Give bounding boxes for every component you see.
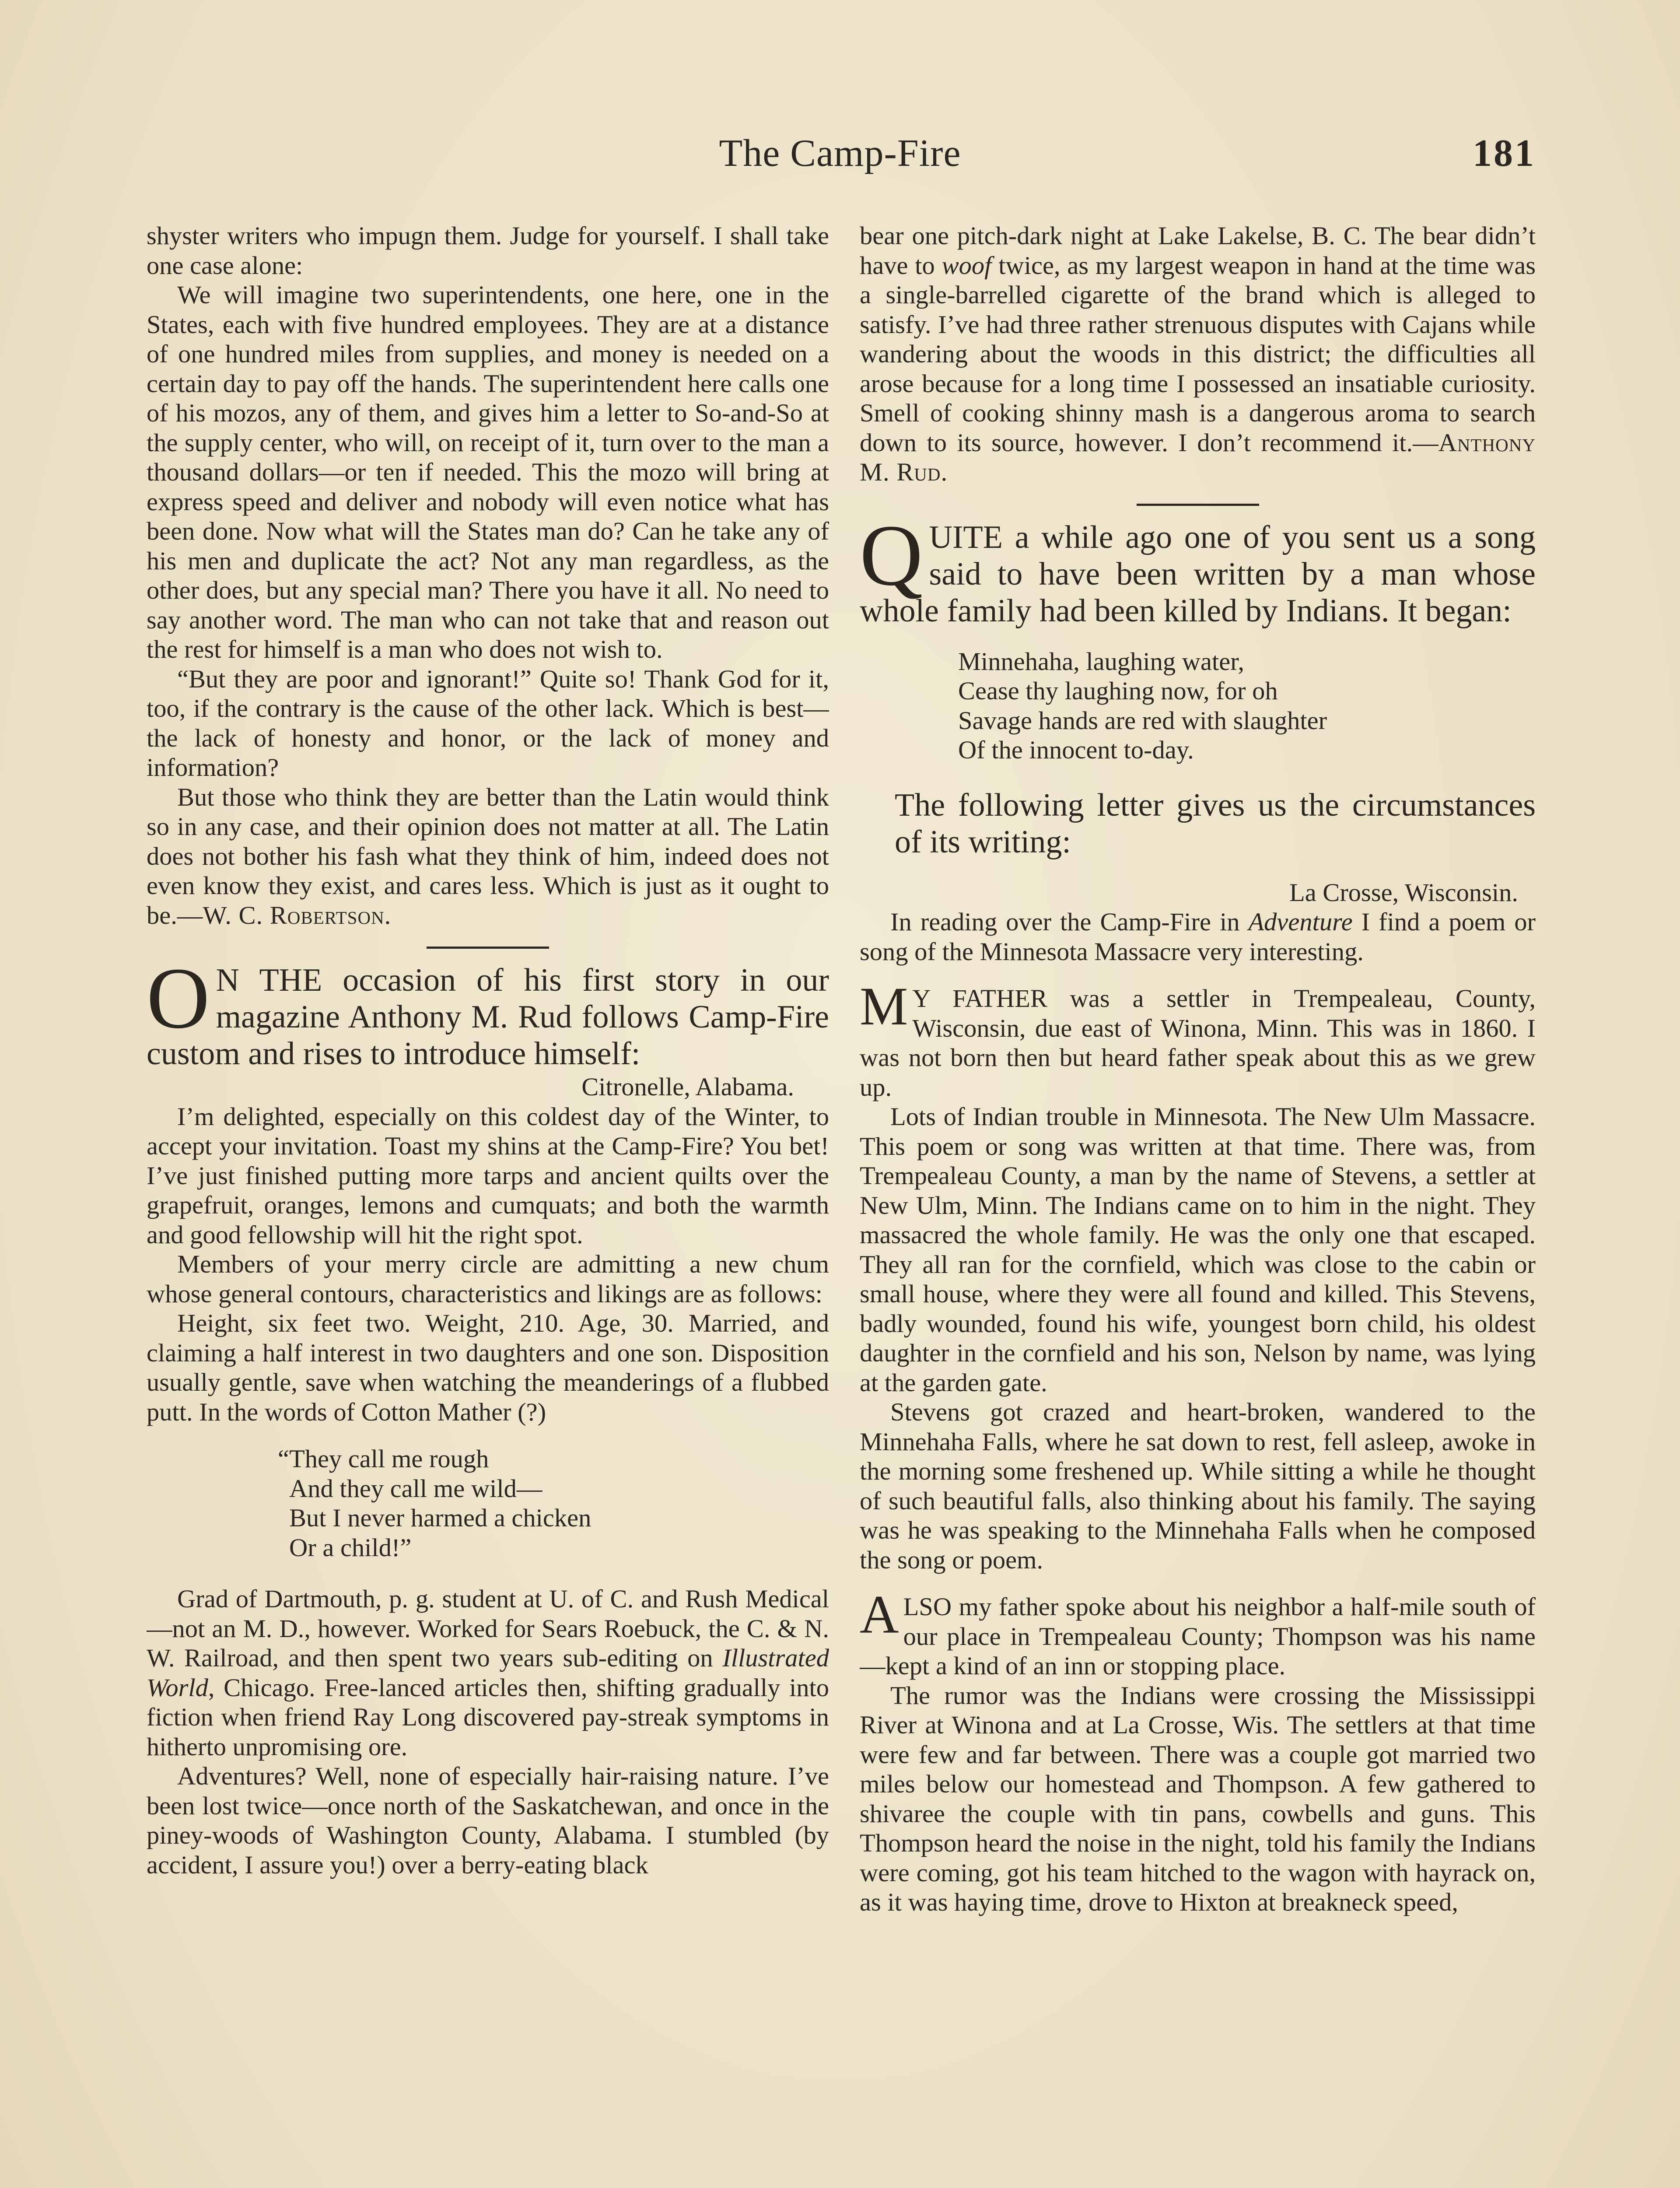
paragraph-text: Y FATHER was a settler in Trempealeau, County, Wisconsin, due east of Winona, Minn. This was in 1860. I was not born then but heard father speak about this as we grew up.	[860, 984, 1536, 1101]
section-divider	[427, 947, 549, 949]
paragraph-text: twice, as my largest weapon in hand at the time was a single-barrelled cigarette of the brand which is alleged to satisfy. I’ve had three rather strenuous disputes with Cajans while wandering about the woods in this district; the difficulties all arose because for a long time I possessed an insatiable curiosity. Smell of cooking shinny mash is a dangerous aroma to search down to its source, however. I don’t recommend it.—	[860, 251, 1536, 457]
paragraph	[860, 1585, 1536, 1681]
lead-paragraph: The following letter gives us the circumstances of its writing:	[895, 787, 1536, 860]
emphasis: woof	[942, 251, 992, 280]
paragraph: “But they are poor and ignorant!” Quite so! Thank God for it, too, if the contrary is the cause of the other lack. Which is best—the lack of honesty and honor, or the lack of money and information?	[147, 664, 829, 782]
letter-place: La Crosse, Wisconsin.	[1289, 878, 1518, 907]
paragraph: Lots of Indian trouble in Minnesota. The New Ulm Massacre. This poem or song was written at that time. There was, from Trempealeau County, a man by the name of Stevens, a settler at New Ulm, Minn. The Indians came on to him in the night. They massacred the whole family. He was the only one that escaped. They all ran for the cornfield, which was close to the cabin or small house, where they were all found and killed. This Stevens, badly wounded, found his wife, youngest born child, his oldest daughter in the cornfield and his son, Nelson by name, was lying at the garden gate.	[860, 1102, 1536, 1397]
drop-cap: O	[147, 950, 210, 1047]
signature: W. C. Robertson.	[203, 901, 392, 929]
signature: Anthony M. Rud.	[860, 428, 1536, 486]
paragraph: The rumor was the Indians were crossing the Mississippi River at Winona and at La Crosse, Wis. The settlers at that time were few and far between. There was a couple got married two miles below our homestead and Thompson. A few gathered to shivaree the couple with tin pans, cowbells and guns. This Thompson heard the noise in the night, told his family the Indians were coming, got his team hitched to the wagon with hayrack on, as it was haying time, drove to Hixton at breakneck speed,	[860, 1681, 1536, 1916]
running-header: The Camp-Fire	[719, 132, 961, 175]
poem-line: Cease thy laughing now, for oh	[958, 677, 1278, 705]
paragraph-text: , Chicago. Free-lanced articles then, shifting gradually into fiction when friend Ray Long discovered pay-streak symptoms in hitherto unpromising ore.	[147, 1673, 829, 1761]
section-intro	[860, 507, 1536, 629]
page-number: 181	[1473, 132, 1536, 175]
paragraph-text: bear one pitch-dark night at Lake Lakelse, B. C. The bear didn’t have to	[860, 221, 1536, 280]
paragraph: Adventures? Well, none of especially hair-raising nature. I’ve been lost twice—once north of the Saskatchewan, and once in the piney-woods of Washington County, Alabama. I stumbled (by accident, I assure you!) over a berry-eating black	[147, 1762, 829, 1879]
paragraph: Height, six feet two. Weight, 210. Age, 30. Married, and claiming a half interest in two daughters and one son. Disposition usually gentle, save when watching the meanderings of a flubbed putt. In the words of Cotton Mather (?)	[147, 1309, 829, 1426]
intro-text: UITE a while ago one of you sent us a song said to have been written by a man whose whole family had been killed by Indians. It began:	[860, 519, 1536, 629]
poem-line: Or a child!”	[289, 1533, 412, 1562]
paragraph-text: I find a poem or song of the Minnesota Massacre very interesting.	[860, 908, 1536, 966]
paragraph: We will imagine two superintendents, one here, one in the States, each with five hundred employees. They are at a distance of one hundred miles from supplies, and money is needed on a certain day to pay off the hands. The superintendent here calls one of his mozos, any of them, and gives him a letter to So-and-So at the supply center, who will, on receipt of it, turn over to the man a thousand dollars—or ten if needed. This the mozo will bring at express speed and deliver and nobody will even notice what has been done. Now what will the States man do? Can he take any of his men and duplicate the act? Not any man regardless, as the other does, but any special man? There you have it all. No need to say another word. The man who can not take that and reason out the rest for himself is a man who does not wish to.	[147, 281, 829, 663]
paragraph: Members of your merry circle are admitting a new chum whose general contours, characteristics and likings are as follows:	[147, 1250, 829, 1308]
right-column	[860, 221, 1536, 2188]
left-column	[147, 221, 829, 2188]
poem-quote	[958, 647, 1536, 765]
drop-cap: Q	[860, 507, 923, 604]
paragraph	[860, 907, 1536, 966]
poem-line: But I never harmed a chicken	[289, 1504, 592, 1532]
paragraph-text: But those who think they are better than the Latin would think so in any case, and their opinion does not matter at all. The Latin does not bother his fash what they think of him, indeed does not even know they exist, and cares less. Which is just as it ought to be.—	[147, 782, 829, 929]
poem-line: “They call me rough	[278, 1445, 489, 1473]
paragraph	[147, 782, 829, 930]
poem-line: Of the innocent to-day.	[958, 736, 1194, 764]
paragraph	[147, 1584, 829, 1761]
poem-line: Minnehaha, laughing water,	[958, 647, 1244, 676]
paragraph-text: In reading over the Camp-Fire in	[890, 908, 1249, 936]
poem-line: Savage hands are red with slaughter	[958, 706, 1327, 735]
paragraph	[860, 221, 1536, 487]
section-intro	[147, 950, 829, 1072]
drop-cap: M	[860, 976, 908, 1036]
publication-title: Illustrated World	[147, 1644, 829, 1702]
poem-line: And they call me wild—	[289, 1474, 542, 1503]
letter-place: Citronelle, Alabama.	[581, 1073, 794, 1101]
intro-text: N THE occasion of his first story in our magazine Anthony M. Rud follows Camp-Fire custom and rises to introduce himself:	[147, 962, 829, 1072]
section-divider	[1137, 504, 1259, 506]
publication-title: Adventure	[1248, 908, 1353, 936]
paragraph: I’m delighted, especially on this coldest day of the Winter, to accept your invitation. Toast my shins at the Camp-Fire? You bet! I’ve just finished putting more tarps and ancient quilts over the grapefruit, oranges, lemons and cumquats; and both the warmth and good fellowship will hit the right spot.	[147, 1102, 829, 1249]
drop-cap: A	[860, 1585, 899, 1645]
paragraph-text: Grad of Dartmouth, p. g. student at U. of C. and Rush Medical—not an M. D., however. Worked for Sears Roebuck, the C. & N. W. Railroad, and then spent two years sub-editing on	[147, 1585, 829, 1672]
paragraph: shyster writers who impugn them. Judge for yourself. I shall take one case alone:	[147, 221, 829, 280]
paragraph: Stevens got crazed and heart-broken, wandered to the Minnehaha Falls, where he sat down to rest, fell asleep, awoke in the morning some freshened up. While sitting a while he thought of such beautiful falls, also thinking about his family. The saying was he was speaking to the Minnehaha Falls when he composed the song or poem.	[860, 1398, 1536, 1574]
paragraph	[860, 976, 1536, 1102]
poem-quote	[278, 1444, 829, 1562]
paragraph-text: LSO my father spoke about his neighbor a half-mile south of our place in Trempealeau County; Thompson was his name—kept a kind of an inn or stopping place.	[860, 1592, 1536, 1680]
